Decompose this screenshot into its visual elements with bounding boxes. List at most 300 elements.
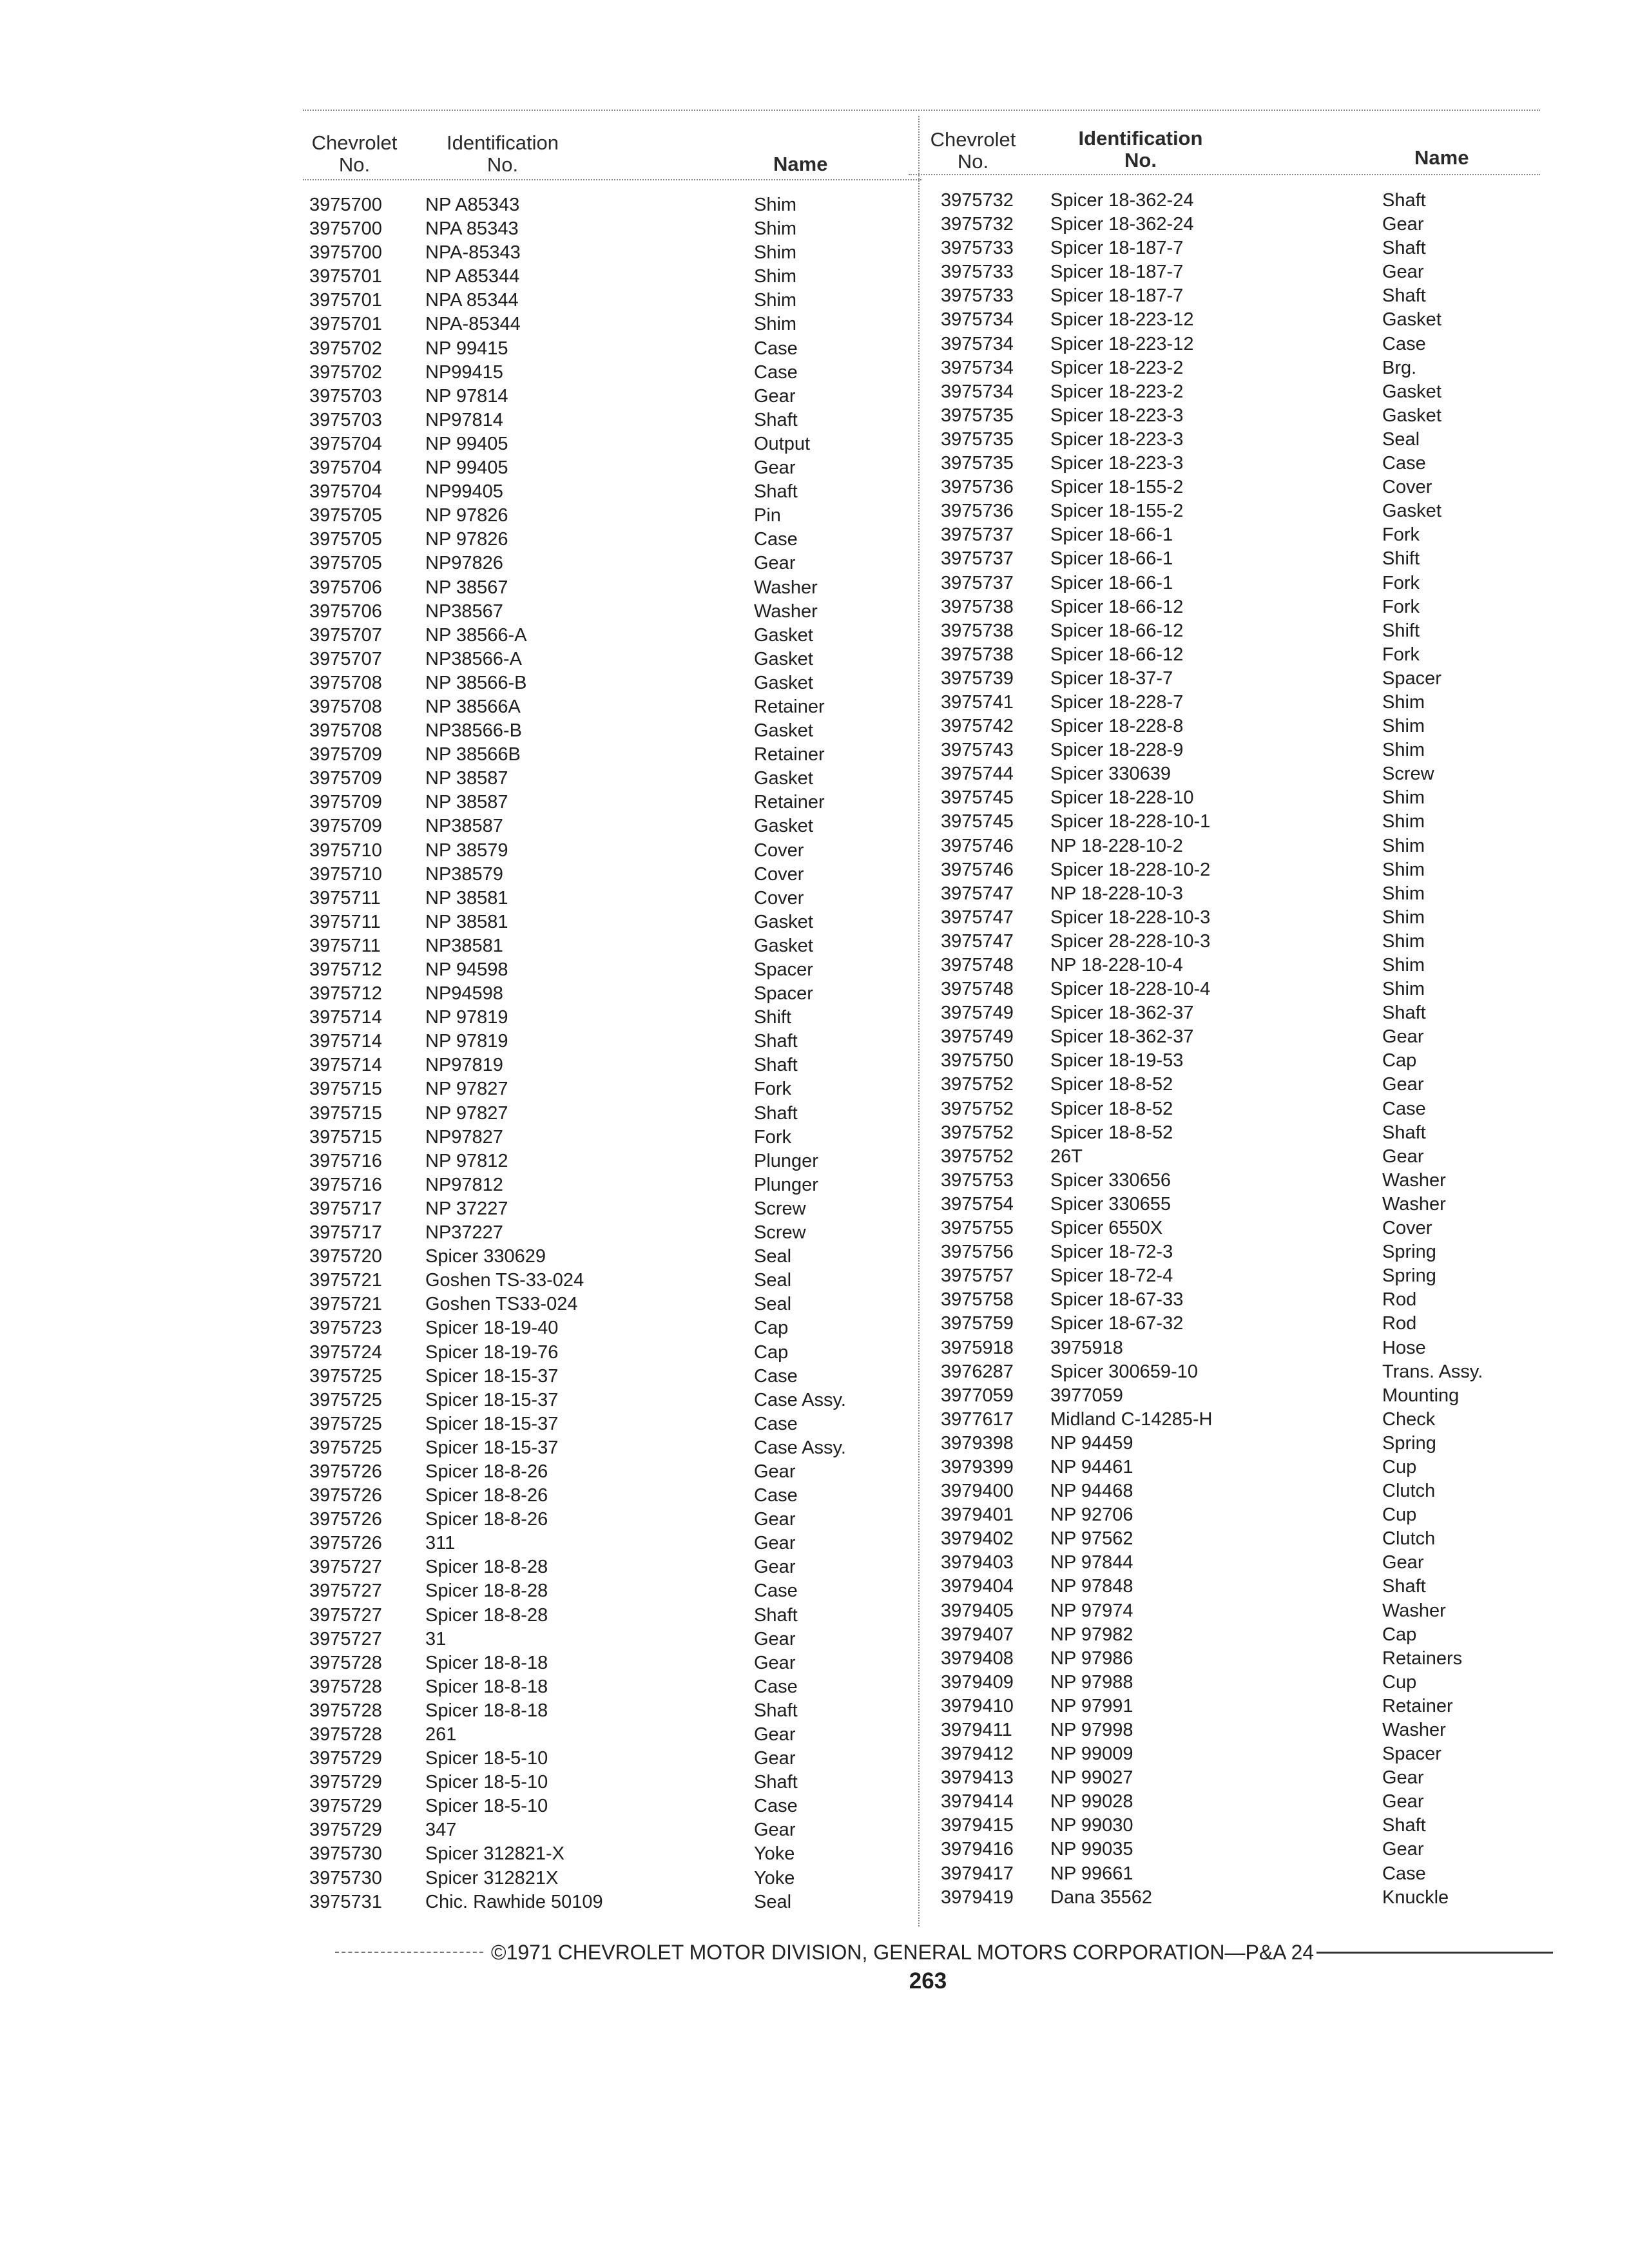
table-row	[0, 1479, 1629, 1503]
identification-no-cell: Spicer 18-362-24	[1050, 190, 1194, 211]
table-row	[0, 834, 1629, 858]
table-row	[0, 858, 1629, 882]
table-row	[0, 977, 1629, 1001]
identification-no-cell: NP 38579	[425, 840, 508, 861]
identification-no-cell: Spicer 18-19-76	[425, 1341, 559, 1363]
table-row	[0, 930, 1629, 954]
chevrolet-no-cell: 3975733	[941, 238, 1014, 259]
part-name-cell: Case	[754, 529, 798, 550]
chevrolet-no-cell: 3975730	[309, 1843, 382, 1865]
chevrolet-no-cell: 3979402	[941, 1528, 1014, 1550]
chevrolet-no-cell: 3975701	[309, 314, 382, 335]
chevrolet-no-cell: 3975708	[309, 720, 382, 742]
chevrolet-no-cell: 3975727	[309, 1604, 382, 1626]
identification-no-cell: Spicer 18-37-7	[1050, 668, 1173, 689]
part-name-cell: Gear	[754, 553, 796, 574]
identification-no-cell: Spicer 18-228-9	[1050, 740, 1184, 761]
table-row	[0, 1814, 1629, 1838]
part-name-cell: Gear	[1382, 1552, 1424, 1573]
chevrolet-no-cell: 3975749	[941, 1003, 1014, 1024]
part-name-cell: Spacer	[754, 959, 813, 980]
chevrolet-no-cell: 3975746	[941, 859, 1014, 880]
identification-no-cell: 3977059	[1050, 1385, 1123, 1406]
part-name-cell: Pin	[754, 505, 781, 526]
chevrolet-no-cell: 3975758	[941, 1289, 1014, 1311]
chevrolet-no-cell: 3975739	[941, 668, 1014, 689]
chevrolet-no-cell: 3975738	[941, 596, 1014, 617]
identification-no-cell: NP97812	[425, 1174, 503, 1195]
chevrolet-no-cell: 3975701	[309, 266, 382, 287]
part-name-cell: Retainer	[754, 696, 825, 717]
identification-no-cell: NP 38566B	[425, 744, 521, 765]
chevrolet-no-cell: 3975715	[309, 1126, 382, 1148]
part-name-cell: Trans. Assy.	[1382, 1361, 1483, 1382]
table-row	[0, 1623, 1629, 1647]
identification-no-cell: Spicer 18-8-28	[425, 1581, 548, 1602]
identification-no-cell: Spicer 18-5-10	[425, 1796, 548, 1817]
chevrolet-no-cell: 3975707	[309, 648, 382, 669]
part-name-cell: Retainers	[1382, 1648, 1463, 1669]
chevrolet-no-cell: 3975726	[309, 1485, 382, 1506]
part-name-cell: Gear	[754, 1461, 796, 1482]
table-row	[0, 572, 1629, 595]
part-name-cell: Washer	[1382, 1193, 1446, 1215]
table-row	[0, 260, 1629, 284]
right-identification-no-header	[1057, 128, 1224, 171]
header-label: No.	[957, 150, 989, 173]
chevrolet-no-cell: 3975918	[941, 1337, 1014, 1358]
identification-no-cell: NP38566-B	[425, 720, 522, 742]
identification-no-cell: Spicer 18-19-53	[1050, 1050, 1184, 1072]
chevrolet-no-cell: 3979403	[941, 1552, 1014, 1573]
part-name-cell: Gear	[1382, 262, 1424, 283]
chevrolet-no-cell: 3979398	[941, 1432, 1014, 1454]
part-name-cell: Shaft	[754, 1102, 798, 1124]
left-header-underline	[303, 179, 921, 180]
table-row	[0, 1527, 1629, 1551]
chevrolet-no-cell: 3975726	[309, 1533, 382, 1554]
chevrolet-no-cell: 3975707	[309, 624, 382, 646]
part-name-cell: Gear	[754, 385, 796, 407]
table-row	[0, 499, 1629, 523]
part-name-cell: Shaft	[1382, 238, 1426, 259]
chevrolet-no-cell: 3975708	[309, 696, 382, 717]
part-name-cell: Shift	[754, 1007, 792, 1028]
table-row	[0, 476, 1629, 499]
chevrolet-no-cell: 3975737	[941, 572, 1014, 593]
part-name-cell: Spacer	[754, 983, 813, 1004]
part-name-cell: Gasket	[754, 624, 813, 646]
part-name-cell: Washer	[1382, 1720, 1446, 1740]
part-name-cell: Screw	[754, 1198, 806, 1219]
part-name-cell: Case Assy.	[754, 1437, 846, 1458]
table-row	[0, 1121, 1629, 1145]
identification-no-cell: NP 38566A	[425, 696, 521, 717]
chevrolet-no-cell: 3979400	[941, 1481, 1014, 1502]
part-name-cell: Output	[754, 433, 811, 454]
table-row	[0, 1647, 1629, 1671]
chevrolet-no-cell: 3975745	[941, 811, 1014, 832]
identification-no-cell: Spicer 18-362-24	[1050, 214, 1194, 235]
part-name-cell: Shim	[1382, 979, 1425, 1000]
identification-no-cell: NP38581	[425, 935, 503, 956]
identification-no-cell: Spicer 18-155-2	[1050, 501, 1184, 522]
chevrolet-no-cell: 3975729	[309, 1796, 382, 1817]
chevrolet-no-cell: 3975703	[309, 409, 382, 430]
part-name-cell: Shim	[754, 195, 797, 215]
right-header-underline	[909, 174, 1540, 175]
part-name-cell: Spacer	[1382, 668, 1441, 689]
part-name-cell: Shim	[1382, 883, 1425, 904]
part-name-cell: Case	[754, 361, 798, 383]
identification-no-cell: NP 99027	[1050, 1767, 1133, 1789]
identification-no-cell: Spicer 6550X	[1050, 1218, 1163, 1239]
chevrolet-no-cell: 3975735	[941, 428, 1014, 450]
part-name-cell: Shaft	[1382, 1815, 1426, 1836]
chevrolet-no-cell: 3975747	[941, 883, 1014, 904]
table-row	[0, 1169, 1629, 1193]
part-name-cell: Seal	[754, 1246, 792, 1267]
identification-no-cell: Goshen TS33-024	[425, 1294, 578, 1315]
chevrolet-no-cell: 3975728	[309, 1724, 382, 1745]
footer-text: ©1971 CHEVROLET MOTOR DIVISION, GENERAL MOTORS CORPORATION—P&A 24	[491, 1941, 1315, 1964]
chevrolet-no-cell: 3977059	[941, 1385, 1014, 1406]
identification-no-cell: NP 38566-B	[425, 672, 527, 693]
chevrolet-no-cell: 3975714	[309, 1007, 382, 1028]
identification-no-cell: NP38587	[425, 816, 503, 837]
identification-no-cell: NP 97826	[425, 505, 508, 526]
part-name-cell: Gear	[1382, 214, 1424, 235]
chevrolet-no-cell: 3975734	[941, 357, 1014, 378]
table-row	[0, 954, 1629, 977]
part-name-cell: Clutch	[1382, 1481, 1436, 1502]
part-name-cell: Shim	[1382, 691, 1425, 713]
page-number: 263	[909, 1968, 947, 1994]
identification-no-cell: NP 99028	[1050, 1791, 1133, 1812]
identification-no-cell: NPA 85343	[425, 218, 519, 240]
table-row	[0, 332, 1629, 356]
chevrolet-no-cell: 3975715	[309, 1079, 382, 1100]
chevrolet-no-cell: 3975703	[309, 385, 382, 407]
part-name-cell: Check	[1382, 1408, 1436, 1430]
identification-no-cell: Spicer 18-67-33	[1050, 1289, 1184, 1311]
table-row	[0, 380, 1629, 404]
part-name-cell: Gear	[1382, 1074, 1424, 1095]
table-row	[0, 547, 1629, 571]
identification-no-cell: Spicer 18-8-26	[425, 1461, 548, 1482]
chevrolet-no-cell: 3975700	[309, 218, 382, 240]
table-row	[0, 284, 1629, 308]
table-row	[0, 1073, 1629, 1097]
table-row	[0, 1097, 1629, 1121]
part-name-cell: Shim	[754, 242, 797, 264]
chevrolet-no-cell: 3975716	[309, 1150, 382, 1171]
identification-no-cell: NP37227	[425, 1222, 503, 1244]
part-name-cell: Shaft	[754, 1700, 798, 1721]
identification-no-cell: Spicer 18-223-12	[1050, 333, 1194, 354]
chevrolet-no-cell: 3975709	[309, 744, 382, 765]
table-row	[0, 906, 1629, 930]
chevrolet-no-cell: 3975738	[941, 644, 1014, 665]
identification-no-cell: Spicer 18-66-12	[1050, 644, 1184, 665]
part-name-cell: Gear	[1382, 1839, 1424, 1860]
identification-no-cell: Spicer 18-15-37	[425, 1413, 559, 1434]
identification-no-cell: Spicer 18-187-7	[1050, 285, 1184, 307]
part-name-cell: Shaft	[754, 409, 798, 430]
identification-no-cell: Spicer 28-228-10-3	[1050, 930, 1211, 952]
part-name-cell: Yoke	[754, 1867, 795, 1888]
part-name-cell: Cup	[1382, 1671, 1417, 1693]
part-name-cell: Shaft	[1382, 1122, 1426, 1143]
identification-no-cell: NP A85344	[425, 266, 520, 287]
identification-no-cell: NP 97998	[1050, 1720, 1133, 1740]
identification-no-cell: NP 99035	[1050, 1839, 1133, 1860]
table-row	[0, 1408, 1629, 1432]
identification-no-cell: NP 38581	[425, 911, 508, 932]
identification-no-cell: NP 18-228-10-4	[1050, 955, 1183, 975]
identification-no-cell: NP 99415	[425, 338, 508, 359]
part-name-cell: Shim	[754, 218, 797, 240]
part-name-cell: Seal	[754, 1891, 792, 1912]
chevrolet-no-cell: 3975727	[309, 1557, 382, 1578]
part-name-cell: Washer	[1382, 1600, 1446, 1621]
chevrolet-no-cell: 3975731	[309, 1891, 382, 1912]
identification-no-cell: Spicer 18-362-37	[1050, 1026, 1194, 1048]
chevrolet-no-cell: 3975724	[309, 1341, 382, 1363]
part-name-cell: Gasket	[754, 816, 813, 837]
part-name-cell: Cup	[1382, 1504, 1417, 1526]
identification-no-cell: Spicer 330629	[425, 1246, 546, 1267]
chevrolet-no-cell: 3975729	[309, 1772, 382, 1793]
chevrolet-no-cell: 3975737	[941, 524, 1014, 546]
part-name-cell: Case	[1382, 453, 1426, 474]
part-name-cell: Gasket	[1382, 309, 1441, 331]
table-row	[0, 1432, 1629, 1456]
part-name-cell: Washer	[1382, 1169, 1446, 1191]
identification-no-cell: Spicer 18-8-18	[425, 1676, 548, 1697]
table-row	[0, 356, 1629, 380]
chevrolet-no-cell: 3979417	[941, 1863, 1014, 1884]
table-row	[0, 1001, 1629, 1025]
part-name-cell: Cover	[754, 863, 804, 885]
identification-no-cell: Spicer 18-223-3	[1050, 405, 1184, 426]
part-name-cell: Shaft	[1382, 1576, 1426, 1597]
chevrolet-no-cell: 3975716	[309, 1174, 382, 1195]
part-name-cell: Gear	[754, 1652, 796, 1673]
part-name-cell: Seal	[754, 1270, 792, 1291]
identification-no-cell: Spicer 18-228-10-3	[1050, 907, 1211, 928]
identification-no-cell: Spicer 18-228-8	[1050, 716, 1184, 737]
part-name-cell: Cup	[1382, 1456, 1417, 1477]
left-chevrolet-no-header	[284, 132, 425, 176]
left-identification-no-header	[419, 132, 586, 176]
chevrolet-no-cell: 3975753	[941, 1169, 1014, 1191]
part-name-cell: Gasket	[1382, 501, 1441, 522]
chevrolet-no-cell: 3975702	[309, 361, 382, 383]
header-label: Identification	[446, 131, 559, 154]
chevrolet-no-cell: 3975725	[309, 1389, 382, 1410]
chevrolet-no-cell: 3975708	[309, 672, 382, 693]
table-row	[0, 308, 1629, 332]
part-name-cell: Fork	[754, 1126, 791, 1148]
chevrolet-no-cell: 3975714	[309, 1031, 382, 1052]
table-row	[0, 1886, 1629, 1910]
chevrolet-no-cell: 3975748	[941, 979, 1014, 1000]
part-name-cell: Shaft	[754, 1055, 798, 1076]
table-row	[0, 1695, 1629, 1718]
part-name-cell: Shaft	[754, 1772, 798, 1793]
header-label: Chevrolet	[311, 131, 398, 154]
part-name-cell: Shift	[1382, 620, 1420, 641]
chevrolet-no-cell: 3975711	[309, 935, 381, 956]
identification-no-cell: NP 38566-A	[425, 624, 527, 646]
identification-no-cell: Spicer 330656	[1050, 1169, 1171, 1191]
part-name-cell: Shim	[1382, 907, 1425, 928]
identification-no-cell: NP97826	[425, 553, 503, 574]
identification-no-cell: NP97819	[425, 1055, 503, 1076]
part-name-cell: Gasket	[1382, 405, 1441, 426]
table-row	[0, 810, 1629, 834]
identification-no-cell: Spicer 18-8-28	[425, 1557, 548, 1578]
part-name-cell: Shim	[1382, 835, 1425, 856]
identification-no-cell: NP 97982	[1050, 1624, 1133, 1645]
identification-no-cell: NP99415	[425, 361, 503, 383]
chevrolet-no-cell: 3975759	[941, 1313, 1014, 1334]
chevrolet-no-cell: 3975726	[309, 1461, 382, 1482]
table-row	[0, 738, 1629, 762]
identification-no-cell: NP38567	[425, 601, 503, 622]
table-row	[0, 213, 1629, 236]
identification-no-cell: NP99405	[425, 481, 503, 503]
table-row	[0, 428, 1629, 452]
identification-no-cell: Spicer 18-5-10	[425, 1748, 548, 1769]
table-row	[0, 786, 1629, 810]
part-name-cell: Case	[754, 1485, 798, 1506]
chevrolet-no-cell: 3975727	[309, 1628, 382, 1649]
chevrolet-no-cell: 3975712	[309, 959, 382, 980]
part-name-cell: Shaft	[754, 1604, 798, 1626]
identification-no-cell: Spicer 18-19-40	[425, 1318, 559, 1339]
chevrolet-no-cell: 3975728	[309, 1676, 382, 1697]
chevrolet-no-cell: 3979412	[941, 1744, 1014, 1765]
chevrolet-no-cell: 3975729	[309, 1820, 382, 1841]
chevrolet-no-cell: 3975732	[941, 214, 1014, 235]
table-row	[0, 691, 1629, 715]
identification-no-cell: NP 97986	[1050, 1648, 1133, 1669]
chevrolet-no-cell: 3975705	[309, 529, 382, 550]
identification-no-cell: Spicer 18-66-12	[1050, 620, 1184, 641]
table-row	[0, 1288, 1629, 1312]
table-row	[0, 1240, 1629, 1264]
table-row	[0, 1790, 1629, 1814]
chevrolet-no-cell: 3975728	[309, 1652, 382, 1673]
part-name-cell: Cover	[1382, 477, 1432, 498]
part-name-cell: Spacer	[1382, 1744, 1441, 1765]
identification-no-cell: Spicer 18-67-32	[1050, 1313, 1184, 1334]
identification-no-cell: Spicer 300659-10	[1050, 1361, 1198, 1382]
identification-no-cell: Spicer 18-223-3	[1050, 453, 1184, 474]
part-name-cell: Case	[754, 338, 798, 359]
identification-no-cell: NP 38587	[425, 792, 508, 813]
chevrolet-no-cell: 3975714	[309, 1055, 382, 1076]
chevrolet-no-cell: 3975752	[941, 1146, 1014, 1167]
part-name-cell: Gear	[754, 1533, 796, 1554]
identification-no-cell: Spicer 18-66-1	[1050, 524, 1173, 546]
footer-left-rule	[335, 1952, 483, 1953]
identification-no-cell: Spicer 18-15-37	[425, 1365, 559, 1387]
table-row	[0, 882, 1629, 906]
chevrolet-no-cell: 3975736	[941, 501, 1014, 522]
part-name-cell: Knuckle	[1382, 1887, 1449, 1908]
part-name-cell: Gasket	[754, 911, 813, 932]
chevrolet-no-cell: 3975749	[941, 1026, 1014, 1048]
chevrolet-no-cell: 3975754	[941, 1193, 1014, 1215]
table-row	[0, 667, 1629, 691]
chevrolet-no-cell: 3975752	[941, 1098, 1014, 1119]
table-row	[0, 1503, 1629, 1527]
identification-no-cell: NP 97562	[1050, 1528, 1133, 1550]
chevrolet-no-cell: 3975725	[309, 1413, 382, 1434]
chevrolet-no-cell: 3979410	[941, 1695, 1014, 1716]
header-label: No.	[1124, 149, 1157, 171]
chevrolet-no-cell: 3975706	[309, 601, 382, 622]
part-name-cell: Fork	[1382, 644, 1420, 665]
identification-no-cell: NP 97826	[425, 529, 508, 550]
identification-no-cell: NP 92706	[1050, 1504, 1133, 1526]
identification-no-cell: Spicer 330655	[1050, 1193, 1171, 1215]
part-name-cell: Shaft	[1382, 1003, 1426, 1024]
table-row	[0, 452, 1629, 476]
identification-no-cell: Midland C-14285-H	[1050, 1408, 1213, 1430]
identification-no-cell: 31	[425, 1628, 447, 1649]
chevrolet-no-cell: 3975704	[309, 481, 382, 503]
identification-no-cell: NP97814	[425, 409, 503, 430]
identification-no-cell: NP 99030	[1050, 1815, 1133, 1836]
identification-no-cell: Chic. Rawhide 50109	[425, 1891, 603, 1912]
part-name-cell: Gear	[754, 1628, 796, 1649]
table-row	[0, 1742, 1629, 1766]
identification-no-cell: 261	[425, 1724, 457, 1745]
table-row	[0, 595, 1629, 619]
part-name-cell: Shim	[1382, 930, 1425, 952]
chevrolet-no-cell: 3975746	[941, 835, 1014, 856]
left-name-header: Name	[773, 153, 828, 175]
chevrolet-no-cell: 3975725	[309, 1437, 382, 1458]
part-name-cell: Shim	[754, 266, 797, 287]
part-name-cell: Gear	[754, 1724, 796, 1745]
chevrolet-no-cell: 3975736	[941, 477, 1014, 498]
part-name-cell: Mounting	[1382, 1385, 1460, 1406]
chevrolet-no-cell: 3975712	[309, 983, 382, 1004]
part-name-cell: Seal	[1382, 428, 1420, 450]
part-name-cell: Gear	[754, 457, 796, 479]
chevrolet-no-cell: 3975710	[309, 840, 382, 861]
chevrolet-no-cell: 3979405	[941, 1600, 1014, 1621]
table-row	[0, 1145, 1629, 1169]
chevrolet-no-cell: 3975757	[941, 1265, 1014, 1287]
part-name-cell: Shim	[1382, 740, 1425, 761]
part-name-cell: Plunger	[754, 1174, 818, 1195]
table-row	[0, 1456, 1629, 1479]
identification-no-cell: Spicer 18-5-10	[425, 1772, 548, 1793]
identification-no-cell: Spicer 18-8-18	[425, 1700, 548, 1721]
part-name-cell: Cover	[754, 887, 804, 908]
chevrolet-no-cell: 3975734	[941, 381, 1014, 402]
identification-no-cell: NP38579	[425, 863, 503, 885]
identification-no-cell: NP A85343	[425, 195, 520, 215]
part-name-cell: Gear	[754, 1557, 796, 1578]
chevrolet-no-cell: 3975723	[309, 1318, 382, 1339]
